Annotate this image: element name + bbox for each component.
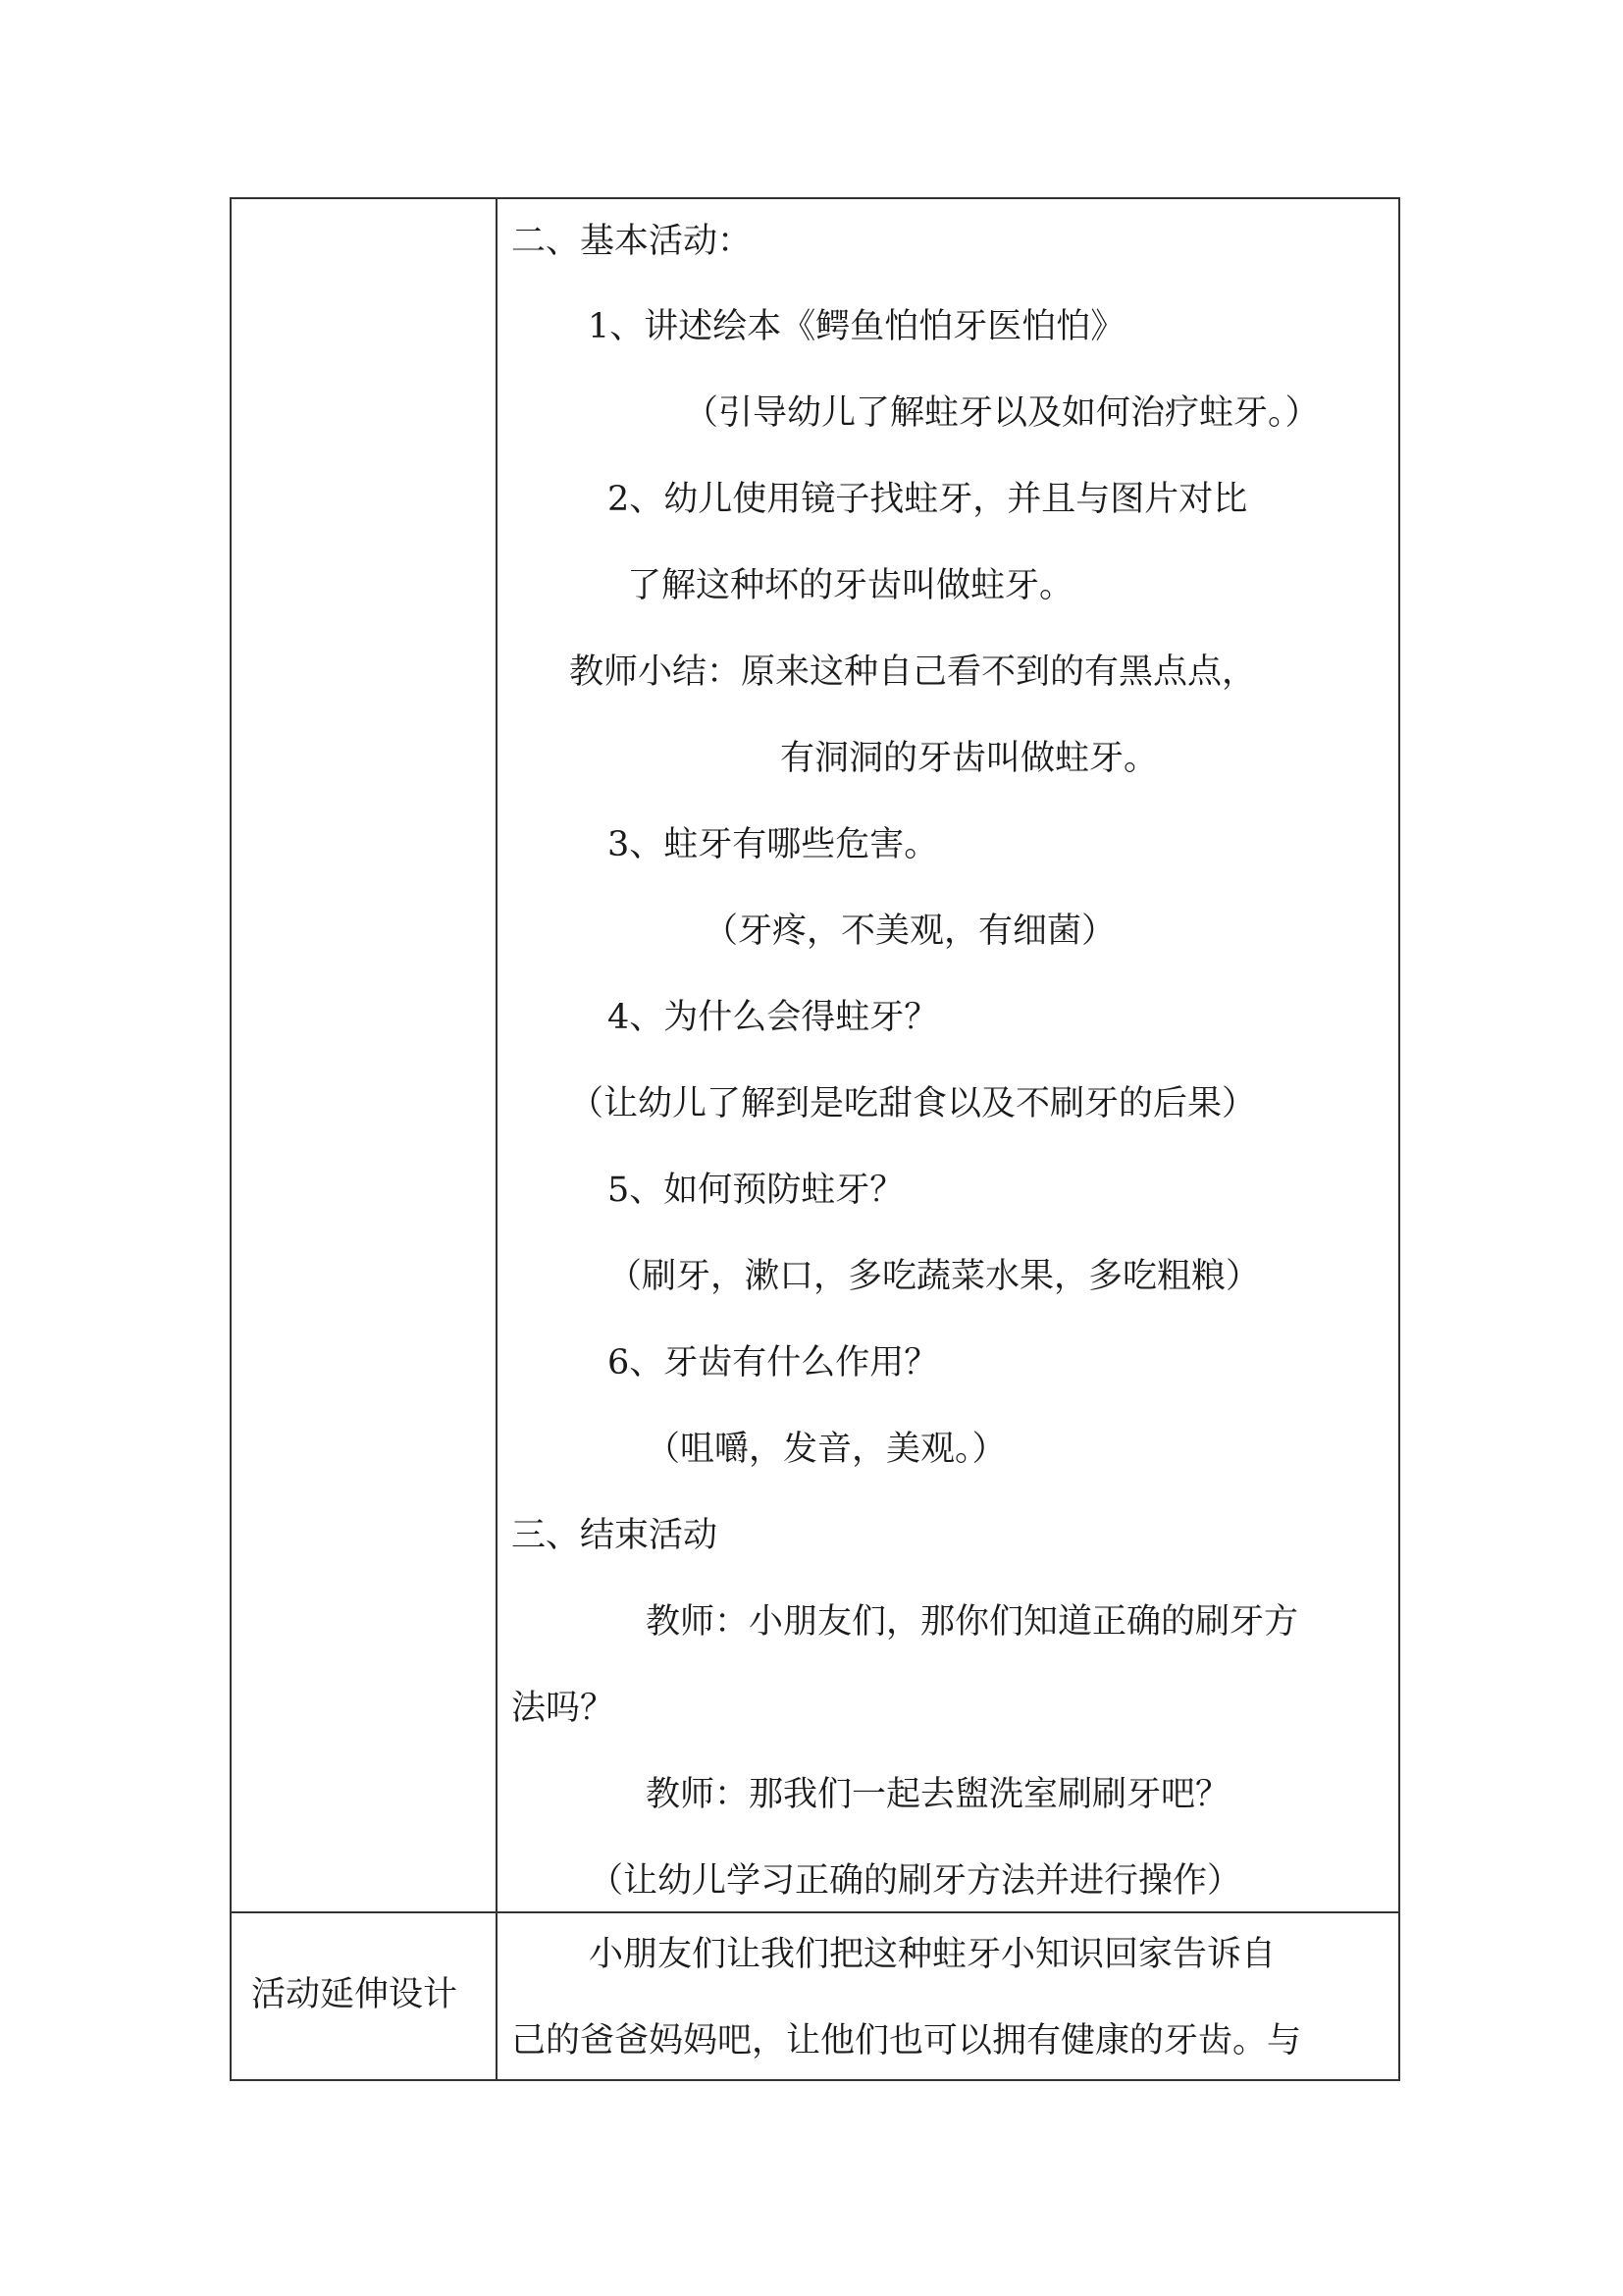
step-5-line: 5、如何预防蛀牙？ (607, 1171, 905, 1210)
step-4-note: （让幼儿了解到是吃甜食以及不刷牙的后果） (569, 1084, 1257, 1123)
section-heading-closing: 三、结束活动 (511, 1516, 718, 1555)
closing-note: （让幼儿学习正确的刷牙方法并进行操作） (589, 1861, 1242, 1901)
extension-text-line-2: 己的爸爸妈妈吧，让他们也可以拥有健康的牙齿。与 (511, 2021, 1302, 2061)
extension-text-line-1: 小朋友们让我们把这种蛀牙小知识回家告诉自 (589, 1935, 1277, 1974)
step-1-note: （引导幼儿了解蛀牙以及如何治疗蛀牙。） (684, 393, 1320, 433)
activity-extension-label: 活动延伸设计 (251, 1975, 458, 2014)
step-3-note: （牙疼，不美观，有细菌） (704, 912, 1117, 951)
closing-teacher-question-continued: 法吗？ (511, 1689, 615, 1728)
teacher-summary-line: 教师小结：原来这种自己看不到的有黑点点， (569, 652, 1257, 692)
step-3-line: 3、蛀牙有哪些危害。 (607, 825, 939, 864)
closing-teacher-question: 教师：小朋友们，那你们知道正确的刷牙方 (646, 1602, 1299, 1642)
step-2-line: 2、幼儿使用镜子找蛀牙，并且与图片对比 (607, 480, 1248, 519)
step-2-continued: 了解这种坏的牙齿叫做蛀牙。 (627, 566, 1074, 605)
teacher-summary-continued: 有洞洞的牙齿叫做蛀牙。 (780, 739, 1159, 778)
section-heading-basic: 二、基本活动： (511, 222, 753, 261)
closing-teacher-invitation: 教师：那我们一起去盥洗室刷刷牙吧？ (646, 1775, 1230, 1814)
step-4-line: 4、为什么会得蛀牙？ (607, 998, 939, 1037)
step-1-line: 1、讲述绘本《鳄鱼怕怕牙医怕怕》 (588, 307, 1126, 346)
step-6-line: 6、牙齿有什么作用？ (607, 1343, 939, 1383)
basic-activity-label-cell (232, 199, 497, 1911)
step-5-note: （刷牙，漱口，多吃蔬菜水果，多吃粗粮） (607, 1257, 1261, 1296)
step-6-note: （咀嚼，发音，美观。） (646, 1430, 1007, 1469)
basic-activity-row (232, 199, 1398, 1913)
basic-activity-content-cell (497, 199, 1398, 1911)
activity-extension-label-cell (232, 1913, 497, 2079)
activity-extension-content-cell (497, 1913, 1398, 2079)
activity-extension-row (232, 1913, 1398, 2079)
lesson-plan-table (230, 197, 1400, 2081)
